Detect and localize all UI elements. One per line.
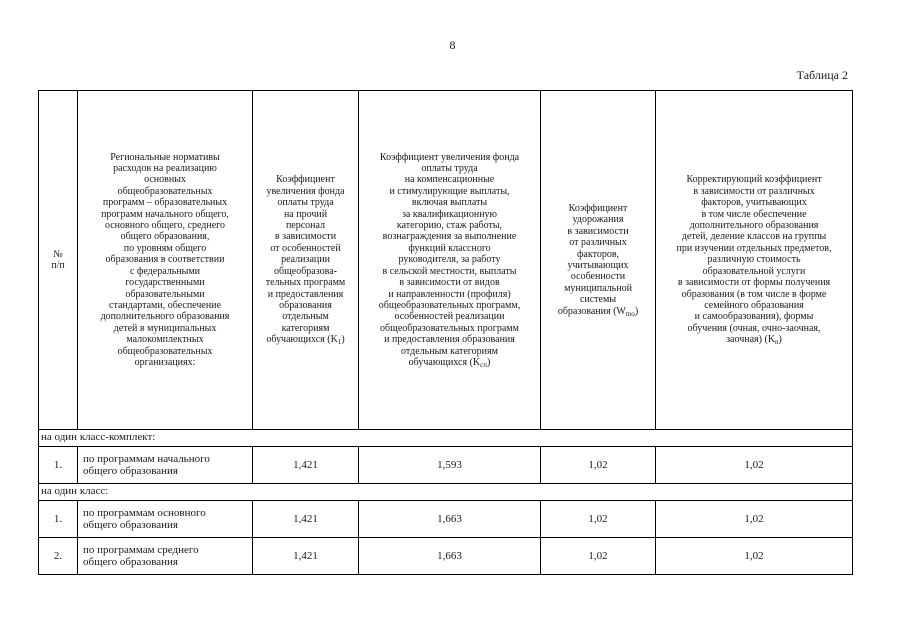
coefficients-table (38, 90, 853, 575)
section-title: на один класс-комплект: (39, 430, 853, 447)
table-header-row (39, 91, 853, 430)
header-k1: Коэффициент увеличения фонда оплаты труда на прочий персонал в зависимости от особенностей реализации общеобразова- тельных программ и предоставления образования отдельным категориям обучающихся $(K_1)$ (253, 91, 359, 430)
row-ksp: 1,593 (359, 447, 541, 484)
row-name: по программам среднего общего образования (78, 538, 253, 575)
header-ksp: Коэффициент увеличения фонда оплаты труда на компенсационные и стимулирующие выплаты, включая выплаты за квалификационную категорию, стаж работы, вознаграждения за выполнение функций классного руководителя, за работу в сельской местности, выплаты в зависимости от видов и направленности (профиля) общеобразовательных программ, особенностей реализации общеобразовательных программ и предоставления образования отдельным категориям обучающихся $(K_{сп})$ (359, 91, 541, 430)
row-kn: 1,02 (656, 538, 853, 575)
row-ksp: 1,663 (359, 538, 541, 575)
header-wmo: Коэффициент удорожания в зависимости от различных факторов, учитывающих особенности муниципальной системы образования $(W_{mo})$ (541, 91, 656, 430)
row-kn: 1,02 (656, 447, 853, 484)
header-kn: Корректирующий коэффициент в зависимости от различных факторов, учитывающих в том числе обеспечение дополнительного образования детей, деление классов на группы при изучении отдельных предметов, различную стоимость образовательной услуги в зависимости от формы получения образования (в том числе в форме семейного образования и самообразования), формы обучения (очная, очно-заочная, заочная) $(K_n)$ (656, 91, 853, 430)
page-number: 8 (449, 38, 456, 52)
row-wmo: 1,02 (541, 501, 656, 538)
section-row (39, 430, 853, 447)
table-caption: Таблица 2 (796, 68, 848, 82)
row-number: 2. (39, 538, 78, 575)
row-ksp: 1,663 (359, 501, 541, 538)
table-row (39, 501, 853, 538)
row-wmo: 1,02 (541, 538, 656, 575)
row-name: по программам начального общего образования (78, 447, 253, 484)
row-name: по программам основного общего образования (78, 501, 253, 538)
row-k1: 1,421 (253, 501, 359, 538)
header-number: № п/п (39, 91, 78, 430)
row-number: 1. (39, 501, 78, 538)
table-row (39, 447, 853, 484)
table-row (39, 538, 853, 575)
row-number: 1. (39, 447, 78, 484)
header-regional-norms: Региональные нормативы расходов на реализацию основных общеобразовательных программ – образовательных программ начального общего, основного общего, среднего общего образования, по уровням общего образования в соответствии с федеральными государственными образовательными стандартами, обеспечение дополнительного образования детей в муниципальных малокомплектных общеобразовательных организациях: (78, 91, 253, 430)
row-wmo: 1,02 (541, 447, 656, 484)
row-k1: 1,421 (253, 447, 359, 484)
section-title: на один класс: (39, 484, 853, 501)
row-k1: 1,421 (253, 538, 359, 575)
section-row (39, 484, 853, 501)
row-kn: 1,02 (656, 501, 853, 538)
